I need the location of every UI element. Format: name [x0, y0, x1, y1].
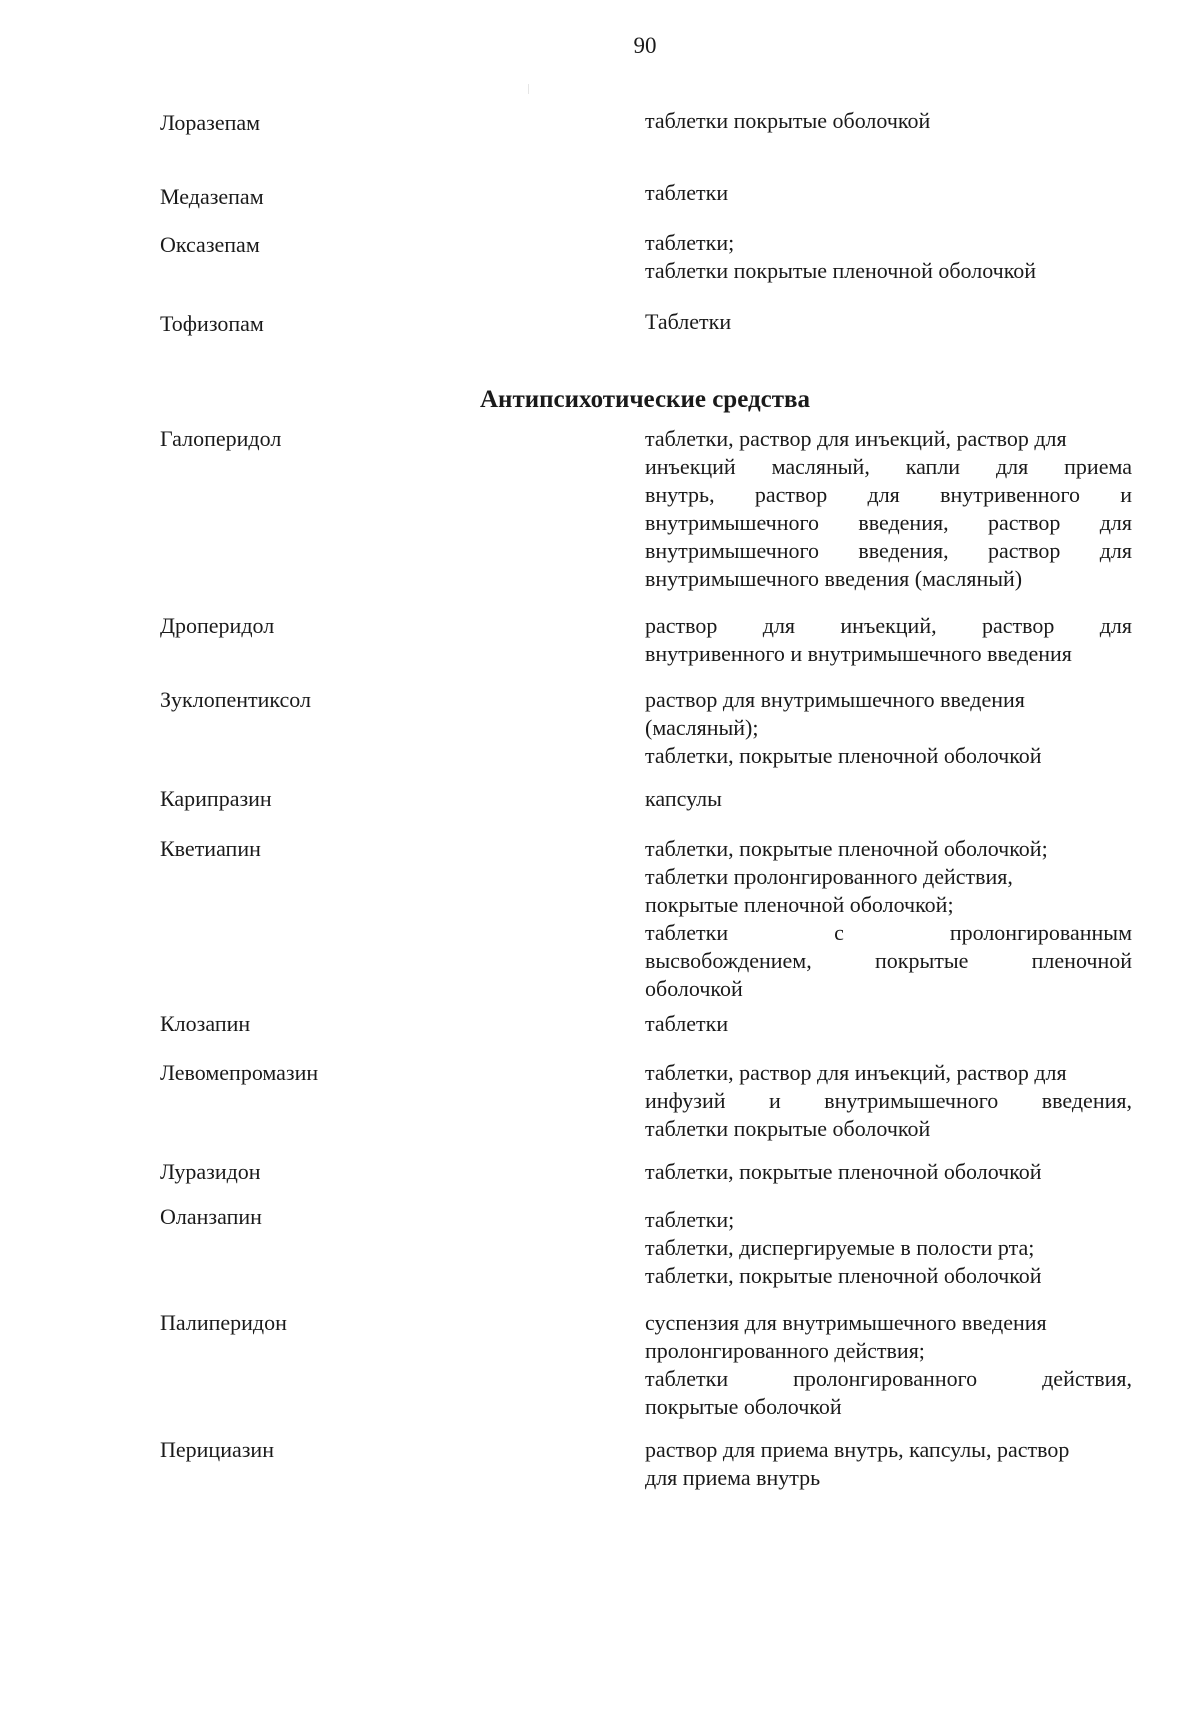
dosage-form-line: таблетки покрытые оболочкой [645, 1116, 931, 1141]
dosage-form-line: инфузий и внутримышечного введения, [645, 1088, 1132, 1113]
dosage-form-line: внутривенного и внутримышечного введения [645, 641, 1072, 666]
dosage-form-line: таблетки покрытые оболочкой [645, 108, 931, 133]
section-heading: Антипсихотические средства [480, 386, 810, 413]
dosage-forms [645, 107, 1132, 135]
dosage-form-line: таблетки пролонгированного действия, [645, 1366, 1132, 1391]
dosage-form-line: внутрь, раствор для внутривенного и [645, 482, 1132, 507]
dosage-form-line: высвобождением, покрытые пленочной [645, 948, 1132, 973]
drug-name: Кветиапин [160, 836, 261, 861]
dosage-form-line: (масляный); [645, 715, 759, 740]
dosage-forms [645, 308, 1132, 336]
dosage-form-line: таблетки, раствор для инъекций, раствор для [645, 1060, 1067, 1085]
dosage-form-line: таблетки, покрытые пленочной оболочкой [645, 1159, 1042, 1184]
drug-name: Медазепам [160, 184, 264, 209]
dosage-form-line: таблетки, покрытые пленочной оболочкой; [645, 836, 1048, 861]
dosage-forms [645, 1158, 1132, 1186]
dosage-forms [645, 1059, 1132, 1143]
drug-name: Клозапин [160, 1011, 251, 1036]
drug-name: Оксазепам [160, 232, 260, 257]
drug-name: Луразидон [160, 1159, 261, 1184]
dosage-forms [645, 1206, 1132, 1290]
dosage-form-line: внутримышечного введения, раствор для [645, 538, 1132, 563]
drug-name: Лоразепам [160, 110, 261, 135]
drug-name: Левомепромазин [160, 1060, 319, 1085]
dosage-forms [645, 425, 1132, 593]
dosage-form-line: таблетки с пролонгированным [645, 920, 1132, 945]
drug-name: Палиперидон [160, 1310, 287, 1335]
dosage-form-line: таблетки, диспергируемые в полости рта; [645, 1235, 1035, 1260]
dosage-form-line: пролонгированного действия; [645, 1338, 925, 1363]
dosage-form-line: капсулы [645, 786, 722, 811]
dosage-forms [645, 785, 1132, 813]
dosage-form-line: таблетки; [645, 230, 735, 255]
drug-name: Тофизопам [160, 311, 264, 336]
dosage-form-line: таблетки пролонгированного действия, [645, 864, 1013, 889]
dosage-forms [645, 179, 1132, 207]
dosage-form-line: для приема внутрь [645, 1465, 821, 1490]
dosage-form-line: инъекций масляный, капли для приема [645, 454, 1132, 479]
dosage-form-line: таблетки [645, 180, 729, 205]
dosage-form-line: раствор для инъекций, раствор для [645, 613, 1132, 638]
dosage-forms [645, 1436, 1132, 1492]
dosage-form-line: покрытые пленочной оболочкой; [645, 892, 954, 917]
drug-name: Зуклопентиксол [160, 687, 311, 712]
dosage-form-line: суспензия для внутримышечного введения [645, 1310, 1047, 1335]
dosage-forms [645, 612, 1132, 668]
dosage-forms [645, 229, 1132, 285]
dosage-form-line: внутримышечного введения (масляный) [645, 566, 1023, 591]
dosage-form-line: таблетки; [645, 1207, 735, 1232]
drug-name: Карипразин [160, 786, 272, 811]
dosage-form-line: таблетки, покрытые пленочной оболочкой [645, 1263, 1042, 1288]
dosage-form-line: оболочкой [645, 976, 743, 1001]
dosage-forms [645, 835, 1132, 1003]
drug-name: Оланзапин [160, 1204, 262, 1229]
dosage-form-line: таблетки [645, 1011, 729, 1036]
dosage-form-line: покрытые оболочкой [645, 1394, 842, 1419]
scan-artifact [528, 84, 529, 94]
drug-name: Перициазин [160, 1437, 274, 1462]
page-number: 90 [633, 33, 657, 58]
dosage-form-line: таблетки, покрытые пленочной оболочкой [645, 743, 1042, 768]
dosage-form-line: внутримышечного введения, раствор для [645, 510, 1132, 535]
drug-name: Галоперидол [160, 426, 282, 451]
dosage-form-line: Таблетки [645, 309, 732, 334]
dosage-forms [645, 1309, 1132, 1421]
drug-name: Дроперидол [160, 613, 275, 638]
dosage-form-line: раствор для внутримышечного введения [645, 687, 1025, 712]
dosage-forms [645, 1010, 1132, 1038]
dosage-form-line: раствор для приема внутрь, капсулы, раствор [645, 1437, 1070, 1462]
dosage-forms [645, 686, 1132, 770]
dosage-form-line: таблетки, раствор для инъекций, раствор для [645, 426, 1067, 451]
dosage-form-line: таблетки покрытые пленочной оболочкой [645, 258, 1037, 283]
